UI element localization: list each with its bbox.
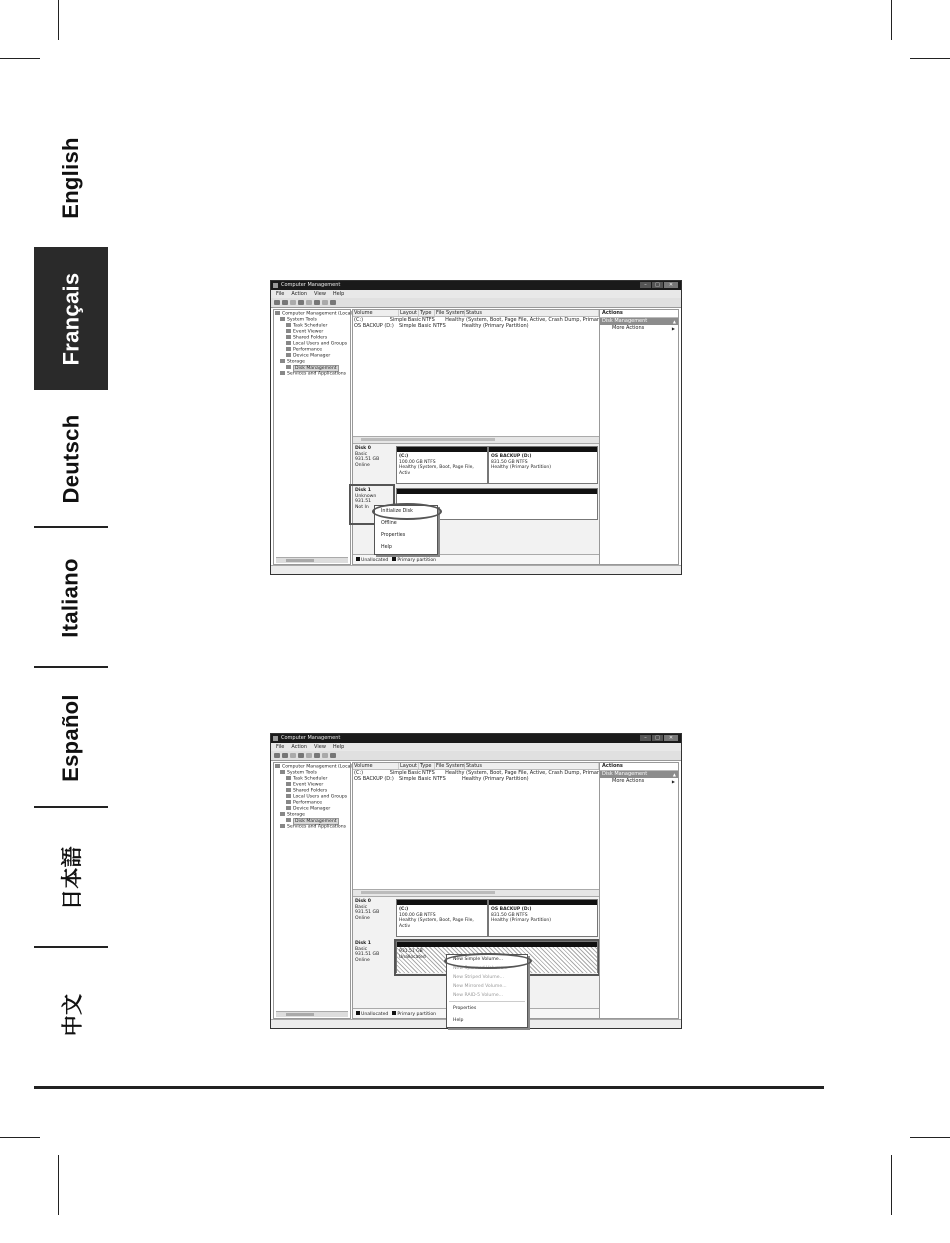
language-tab-deutsch[interactable] bbox=[34, 392, 108, 525]
crop-mark bbox=[910, 1137, 950, 1138]
menu-item-offline[interactable]: Offline bbox=[381, 521, 397, 526]
column-header[interactable]: File System bbox=[436, 763, 465, 769]
column-header[interactable]: Status bbox=[465, 310, 599, 316]
language-separator bbox=[34, 806, 108, 808]
computer-icon bbox=[275, 764, 280, 768]
crop-mark bbox=[910, 58, 950, 59]
table-row[interactable] bbox=[353, 776, 599, 782]
table-cell: Simple bbox=[389, 317, 407, 323]
language-separator bbox=[34, 526, 108, 528]
language-separator bbox=[34, 666, 108, 668]
disk-state: Online bbox=[355, 462, 370, 468]
users-icon bbox=[286, 341, 291, 345]
highlight-oval bbox=[444, 953, 532, 969]
table-cell: Basic bbox=[418, 323, 432, 329]
table-cell: Simple bbox=[399, 776, 417, 782]
menu-separator bbox=[449, 1001, 525, 1002]
menu-view[interactable]: View bbox=[314, 291, 326, 297]
partition-name: OS BACKUP (D:) bbox=[491, 907, 532, 912]
partition-name: OS BACKUP (D:) bbox=[491, 454, 532, 459]
unallocated-label: Unallocated bbox=[399, 954, 426, 960]
menu-action[interactable]: Action bbox=[291, 291, 308, 297]
toolbar bbox=[271, 751, 681, 761]
language-tab-italiano[interactable] bbox=[34, 530, 108, 665]
menu-item-initialize-disk[interactable]: Initialize Disk bbox=[381, 509, 413, 514]
help-icon[interactable] bbox=[306, 300, 312, 305]
disk-0-label[interactable] bbox=[355, 446, 395, 468]
title-bar bbox=[271, 281, 681, 290]
horizontal-scrollbar[interactable] bbox=[276, 1011, 348, 1017]
window-title: Computer Management bbox=[281, 735, 341, 741]
device-icon bbox=[286, 353, 291, 357]
event-icon bbox=[286, 782, 291, 786]
column-header[interactable]: Volume bbox=[353, 310, 399, 316]
actions-header: Actions bbox=[600, 763, 678, 771]
language-label: Deutsch bbox=[58, 414, 83, 503]
tree-item[interactable]: Performance bbox=[286, 347, 322, 354]
table-header bbox=[353, 310, 599, 317]
screenshot-new-simple-volume bbox=[270, 733, 682, 1029]
device-icon bbox=[286, 806, 291, 810]
volume-table bbox=[353, 310, 599, 438]
partition-status: Healthy (System, Boot, Page File, Activ bbox=[399, 918, 474, 929]
tree-item[interactable]: Performance bbox=[286, 800, 322, 807]
close-button[interactable]: ✕ bbox=[664, 282, 678, 288]
menu-item-new-raid5-volume: New RAID-5 Volume... bbox=[453, 993, 504, 998]
disk-type: Basic bbox=[355, 451, 368, 457]
forward-icon[interactable] bbox=[282, 300, 288, 305]
table-cell: Healthy (System, Boot, Page File, Active, Crash Dump, Primar bbox=[445, 317, 599, 323]
up-icon[interactable] bbox=[290, 753, 296, 758]
menu-help[interactable]: Help bbox=[332, 744, 345, 750]
properties-icon[interactable] bbox=[298, 753, 304, 758]
table-cell: Healthy (System, Boot, Page File, Active, Crash Dump, Primar bbox=[445, 770, 599, 776]
menu-item-help[interactable]: Help bbox=[453, 1018, 464, 1023]
language-label: English bbox=[58, 136, 83, 219]
minimize-button[interactable]: – bbox=[640, 282, 651, 288]
forward-icon[interactable] bbox=[282, 753, 288, 758]
partition-size: 100.00 GB NTFS bbox=[399, 459, 436, 465]
partition-d[interactable] bbox=[488, 899, 598, 937]
menu-item-new-mirrored-volume: New Mirrored Volume... bbox=[453, 984, 507, 989]
legend-primary: Primary partition bbox=[392, 1011, 436, 1017]
tree-item-disk-management[interactable]: Disk Management bbox=[286, 818, 339, 825]
tree-item[interactable]: Services and Applications bbox=[280, 371, 346, 378]
column-header[interactable]: Type bbox=[419, 310, 435, 316]
column-header[interactable]: File System bbox=[436, 310, 465, 316]
table-row[interactable] bbox=[353, 323, 599, 329]
menu-action[interactable]: Action bbox=[291, 744, 308, 750]
status-bar bbox=[271, 565, 681, 574]
disk-icon bbox=[286, 365, 291, 369]
menu-item-new-spanned-volume: New Spanned Volume... bbox=[453, 966, 508, 971]
tree-item[interactable]: System Tools bbox=[280, 317, 317, 324]
minimize-button[interactable]: – bbox=[640, 735, 651, 741]
properties-icon[interactable] bbox=[298, 300, 304, 305]
export-icon[interactable] bbox=[330, 300, 336, 305]
unallocated-size: 931.51 GB bbox=[399, 949, 423, 954]
legend-unallocated: Unallocated bbox=[356, 557, 388, 563]
volume-table bbox=[353, 763, 599, 891]
crop-mark bbox=[58, 1155, 59, 1215]
horizontal-scrollbar[interactable] bbox=[353, 889, 599, 897]
partition-status: Healthy (Primary Partition) bbox=[491, 918, 551, 923]
language-tab-espanol[interactable] bbox=[34, 670, 108, 805]
table-cell: (C:) bbox=[354, 770, 364, 776]
back-icon[interactable] bbox=[274, 753, 280, 758]
actions-pane bbox=[599, 309, 679, 565]
tree-item[interactable]: Shared Folders bbox=[286, 788, 327, 795]
up-icon[interactable] bbox=[290, 300, 296, 305]
disk-name: Disk 0 bbox=[355, 899, 371, 904]
menu-file[interactable]: File bbox=[276, 291, 285, 297]
menu-file[interactable]: File bbox=[276, 744, 285, 750]
users-icon bbox=[286, 794, 291, 798]
menu-item-properties[interactable]: Properties bbox=[453, 1006, 477, 1011]
legend-primary: Primary partition bbox=[392, 557, 436, 563]
language-tab-japanese[interactable] bbox=[34, 810, 108, 945]
tree-item[interactable]: Local Users and Groups bbox=[286, 794, 347, 801]
export-icon[interactable] bbox=[330, 753, 336, 758]
disk-size: 931.51 GB bbox=[355, 952, 380, 957]
actions-disk-management[interactable]: Disk Management ▲ bbox=[600, 771, 678, 778]
event-icon bbox=[286, 329, 291, 333]
tree-item[interactable]: Storage bbox=[280, 359, 305, 366]
crop-mark bbox=[0, 1137, 40, 1138]
view-icon[interactable] bbox=[314, 753, 320, 758]
column-header[interactable]: Status bbox=[465, 763, 599, 769]
tree-item[interactable]: Event Viewer bbox=[286, 782, 323, 789]
menu-item-properties[interactable]: Properties bbox=[381, 533, 406, 538]
table-cell: Basic bbox=[407, 317, 422, 323]
partition-d[interactable] bbox=[488, 446, 598, 484]
menu-bar bbox=[271, 743, 681, 751]
disk-state: Online bbox=[355, 915, 370, 921]
language-label: Français bbox=[58, 272, 83, 365]
highlight-oval bbox=[372, 503, 442, 520]
disk-type: Basic bbox=[355, 946, 368, 952]
disk-state: Online bbox=[355, 957, 370, 963]
tree-item[interactable]: Computer Management (Local bbox=[275, 764, 352, 771]
disk-size: 931.51 GB bbox=[355, 457, 380, 462]
crop-mark bbox=[891, 0, 892, 40]
tree-item[interactable]: Device Manager bbox=[286, 806, 330, 813]
language-label: 中文 bbox=[59, 993, 84, 1037]
tools-icon bbox=[280, 317, 285, 321]
table-cell: NTFS bbox=[422, 317, 435, 323]
clock-icon bbox=[286, 776, 291, 780]
tree-item[interactable]: Services and Applications bbox=[280, 824, 346, 831]
tree-item[interactable]: Storage bbox=[280, 812, 305, 819]
table-cell: Simple bbox=[389, 770, 407, 776]
folder-icon bbox=[286, 788, 291, 792]
partition-name: (C:) bbox=[399, 907, 409, 912]
partition-size: 831.50 GB NTFS bbox=[491, 912, 528, 918]
partition-c[interactable] bbox=[396, 446, 488, 484]
window-title: Computer Management bbox=[281, 282, 341, 288]
language-separator bbox=[34, 946, 108, 948]
disk-0-row bbox=[353, 897, 599, 937]
disk-type: Unknown bbox=[355, 493, 377, 499]
menu-help[interactable]: Help bbox=[332, 291, 345, 297]
crop-mark bbox=[58, 0, 59, 40]
navigation-tree bbox=[273, 762, 351, 1019]
maximize-button[interactable]: □ bbox=[652, 282, 663, 288]
actions-more[interactable]: More Actions ▶ bbox=[600, 325, 678, 332]
table-cell: OS BACKUP (D:) bbox=[354, 776, 394, 782]
menu-bar bbox=[271, 290, 681, 298]
disk-name: Disk 0 bbox=[355, 446, 371, 451]
disk-1-label[interactable] bbox=[355, 941, 395, 963]
toolbar bbox=[271, 298, 681, 308]
table-cell: Healthy (Primary Partition) bbox=[462, 776, 529, 782]
tree-item-disk-management[interactable]: Disk Management bbox=[286, 365, 339, 372]
language-label: 日本語 bbox=[60, 845, 84, 910]
menu-view[interactable]: View bbox=[314, 744, 326, 750]
disk-icon bbox=[286, 818, 291, 822]
table-cell: Simple bbox=[399, 323, 417, 329]
services-icon bbox=[280, 371, 285, 375]
help-icon[interactable] bbox=[306, 753, 312, 758]
table-cell: NTFS bbox=[433, 323, 446, 329]
table-cell: (C:) bbox=[354, 317, 364, 323]
partition-size: 100.00 GB NTFS bbox=[399, 912, 436, 918]
disk-state: Not In bbox=[355, 504, 369, 510]
disk-size: 931.51 bbox=[355, 499, 372, 504]
back-icon[interactable] bbox=[274, 300, 280, 305]
language-label: Español bbox=[58, 693, 83, 782]
screenshot-initialize-disk bbox=[270, 280, 682, 575]
menu-item-help[interactable]: Help bbox=[381, 545, 392, 550]
title-bar bbox=[271, 734, 681, 743]
language-tab-francais[interactable] bbox=[34, 247, 108, 390]
folder-icon bbox=[286, 335, 291, 339]
storage-icon bbox=[280, 812, 285, 816]
actions-disk-management[interactable]: Disk Management ▲ bbox=[600, 318, 678, 325]
disk-0-label[interactable] bbox=[355, 899, 395, 921]
crop-mark bbox=[891, 1155, 892, 1215]
tree-item[interactable]: Device Manager bbox=[286, 353, 330, 360]
language-label: Italiano bbox=[58, 557, 84, 638]
tree-item[interactable]: System Tools bbox=[280, 770, 317, 777]
crop-mark bbox=[0, 58, 40, 59]
column-header[interactable]: Layout bbox=[400, 310, 417, 316]
column-header[interactable]: Layout bbox=[400, 763, 417, 769]
tools-icon bbox=[280, 770, 285, 774]
storage-icon bbox=[280, 359, 285, 363]
close-button[interactable]: ✕ bbox=[664, 735, 678, 741]
column-header[interactable]: Volume bbox=[353, 763, 399, 769]
disk-0-row bbox=[353, 444, 599, 484]
table-cell: Healthy (Primary Partition) bbox=[462, 323, 529, 329]
services-icon bbox=[280, 824, 285, 828]
tree-item[interactable]: Event Viewer bbox=[286, 329, 323, 336]
menu-item-new-striped-volume: New Striped Volume... bbox=[453, 975, 504, 980]
footer-rule bbox=[34, 1086, 824, 1089]
disk-name: Disk 1 bbox=[355, 941, 371, 946]
table-cell: OS BACKUP (D:) bbox=[354, 323, 394, 329]
horizontal-scrollbar[interactable] bbox=[353, 436, 599, 444]
tree-item[interactable]: Local Users and Groups bbox=[286, 341, 347, 348]
performance-icon bbox=[286, 347, 291, 351]
tree-item[interactable]: Task Scheduler bbox=[286, 323, 327, 330]
performance-icon bbox=[286, 800, 291, 804]
horizontal-scrollbar[interactable] bbox=[276, 557, 348, 563]
legend bbox=[353, 554, 599, 564]
tree-item[interactable]: Computer Management (Local bbox=[275, 311, 352, 318]
disk-type: Basic bbox=[355, 904, 368, 910]
partition-size: 831.50 GB NTFS bbox=[491, 459, 528, 465]
table-header bbox=[353, 763, 599, 770]
disk-size: 931.51 GB bbox=[355, 910, 380, 915]
tree-item[interactable]: Task Scheduler bbox=[286, 776, 327, 783]
partition-status: Healthy (Primary Partition) bbox=[491, 465, 551, 470]
settings-icon[interactable] bbox=[322, 753, 328, 758]
actions-header: Actions bbox=[600, 310, 678, 318]
app-icon bbox=[273, 736, 278, 741]
table-cell: NTFS bbox=[422, 770, 435, 776]
partition-status: Healthy (System, Boot, Page File, Activ bbox=[399, 465, 474, 476]
table-cell: Basic bbox=[418, 776, 432, 782]
column-header[interactable]: Type bbox=[419, 763, 435, 769]
actions-more[interactable]: More Actions ▶ bbox=[600, 778, 678, 785]
navigation-tree bbox=[273, 309, 351, 565]
actions-pane bbox=[599, 762, 679, 1019]
maximize-button[interactable]: □ bbox=[652, 735, 663, 741]
view-icon[interactable] bbox=[314, 300, 320, 305]
table-cell: NTFS bbox=[433, 776, 446, 782]
language-tab-english[interactable] bbox=[34, 120, 108, 235]
partition-c[interactable] bbox=[396, 899, 488, 937]
language-tab-chinese[interactable] bbox=[34, 950, 108, 1080]
tree-item[interactable]: Shared Folders bbox=[286, 335, 327, 342]
clock-icon bbox=[286, 323, 291, 327]
settings-icon[interactable] bbox=[322, 300, 328, 305]
menu-item-new-simple-volume[interactable]: New Simple Volume... bbox=[453, 957, 504, 962]
table-cell: Basic bbox=[407, 770, 422, 776]
computer-icon bbox=[275, 311, 280, 315]
disk-name: Disk 1 bbox=[355, 488, 371, 493]
partition-name: (C:) bbox=[399, 454, 409, 459]
app-icon bbox=[273, 283, 278, 288]
legend-unallocated: Unallocated bbox=[356, 1011, 388, 1017]
